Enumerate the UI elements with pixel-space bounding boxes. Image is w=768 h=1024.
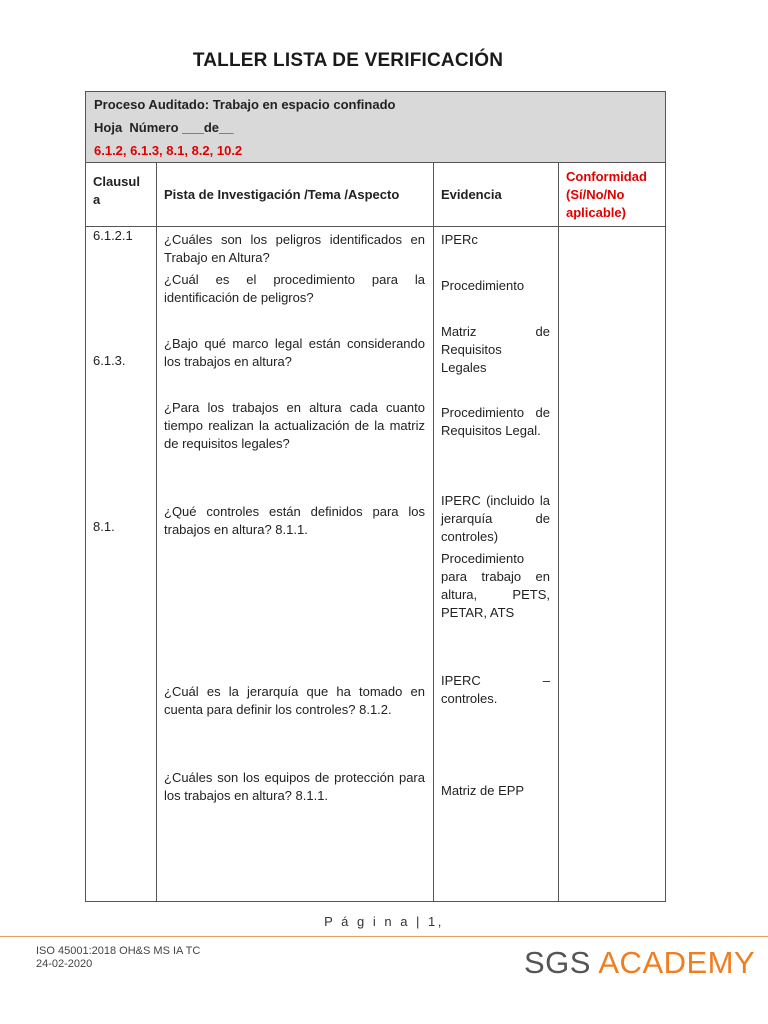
- footer-date: 24-02-2020: [36, 958, 93, 970]
- footer-standard: ISO 45001:2018 OH&S MS IA TC: [36, 945, 201, 957]
- document-title: TALLER LISTA DE VERIFICACIÓN: [192, 50, 504, 71]
- page-number: P á g i n a | 1,: [324, 914, 444, 929]
- logo-academy: ACADEMY: [598, 945, 756, 980]
- column-header-conformity: [566, 168, 647, 222]
- question-cell: ¿Cuáles son los equipos de protección para los trabajos en altura? 8.1.1.: [164, 770, 425, 803]
- question-cell: ¿Qué controles están definidos para los trabajos en altura? 8.1.1.: [164, 504, 425, 537]
- question-cell: ¿Cuáles son los peligros identificados en Trabajo en Altura?: [164, 232, 425, 265]
- audited-process: Proceso Auditado: Trabajo en espacio confinado: [94, 97, 396, 112]
- logo-sgs: SGS: [524, 945, 591, 980]
- header-row-divider: [85, 226, 666, 227]
- evidence-cell: Procedimiento de Requisitos Legal.: [441, 405, 550, 438]
- column-divider: [433, 163, 434, 902]
- column-header-conformity-line: aplicable): [566, 205, 626, 220]
- evidence-cell: Matriz de EPP: [441, 783, 525, 798]
- column-divider: [558, 163, 559, 902]
- column-header-clause-line: a: [93, 192, 101, 207]
- clause-cell: 8.1.: [93, 519, 115, 534]
- evidence-cell: Procedimiento: [441, 278, 525, 293]
- column-header-topic: Pista de Investigación /Tema /Aspecto: [164, 187, 400, 202]
- evidence-cell: IPERc: [441, 232, 478, 247]
- column-header-evidence: Evidencia: [441, 187, 502, 202]
- sheet-number: Hoja Número ___de__: [94, 120, 234, 135]
- column-header-clause: [93, 173, 140, 209]
- column-divider: [156, 163, 157, 902]
- question-cell: ¿Bajo qué marco legal están considerando los trabajos en altura?: [164, 336, 425, 369]
- column-header-conformity-line: Conformidad: [566, 169, 647, 184]
- question-cell: ¿Para los trabajos en altura cada cuanto tiempo realizan la actualización de la matriz de requisitos legales?: [164, 400, 425, 451]
- evidence-cell: IPERC – controles.: [441, 673, 550, 706]
- header-box: [85, 91, 666, 163]
- column-header-clause-line: Clausul: [93, 174, 140, 189]
- sgs-academy-logo: [524, 945, 755, 981]
- evidence-cell: Procedimiento para trabajo en altura, PETS, PETAR, ATS: [441, 551, 550, 620]
- evidence-cell: IPERC (incluido la jerarquía de controles): [441, 493, 550, 544]
- clause-cell: 6.1.2.1: [93, 228, 133, 243]
- clause-cell: 6.1.3.: [93, 353, 126, 368]
- column-header-conformity-line: (Sí/No/No: [566, 187, 625, 202]
- question-cell: ¿Cuál es el procedimiento para la identificación de peligros?: [164, 272, 425, 305]
- footer-rule: [0, 936, 768, 937]
- question-cell: ¿Cuál es la jerarquía que ha tomado en cuenta para definir los controles? 8.1.2.: [164, 684, 425, 717]
- clause-list: 6.1.2, 6.1.3, 8.1, 8.2, 10.2: [94, 143, 243, 158]
- evidence-cell: Matriz de Requisitos Legales: [441, 324, 550, 375]
